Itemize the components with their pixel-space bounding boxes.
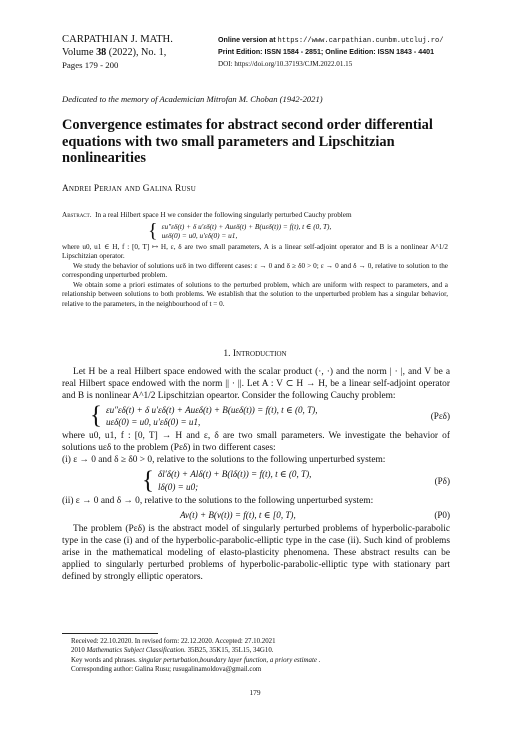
volume-line: Volume 38 (2022), No. 1, — [62, 47, 167, 58]
keywords: Key words and phrases. singular perturbation,boundary layer function, a priory estimate . — [71, 656, 321, 664]
introduction-body — [62, 366, 450, 583]
journal-header-right — [218, 35, 444, 70]
abstract-label: Abstract. — [62, 211, 92, 219]
abstract-where: where u0, u1 ∈ H, f : [0, T] ↦ H, ε, δ are two small parameters, A is a linear self-adjoint operator and B is a nonlinear A^1/2 Lipschitzian operator. — [62, 242, 448, 261]
paper-title: Convergence estimates for abstract second order differential equations with two small parameters and Lipschitzian nonlinearities — [62, 117, 433, 167]
doi-line[interactable]: DOI: https://doi.org/10.37193/CJM.2022.01.15 — [218, 59, 353, 68]
intro-paragraph-2: where u0, u1, f : [0, T] → H and ε, δ are two small parameters. We investigate the behavior of solutions uεδ to the problem (Pεδ) in two different cases: — [62, 431, 450, 454]
equation-p-delta-line-2: lδ(0) = u0; — [158, 481, 199, 492]
msc-classification: 2010 Mathematics Subject Classification. 35B25, 35K15, 35L15, 34G10. — [71, 647, 274, 655]
issn-line: Print Edition: ISSN 1584 - 2851; Online Edition: ISSN 1843 - 4401 — [218, 48, 435, 57]
equation-label-p-delta: (Pδ) — [434, 475, 450, 486]
equation-brace: { — [142, 466, 154, 494]
online-url[interactable]: https://www.carpathian.cunbm.utcluj.ro/ — [277, 37, 444, 45]
case-i: (i) ε → 0 and δ ≥ δ0 > 0, relative to the solutions to the following unperturbed system: — [62, 455, 386, 466]
volume-number: 38 — [96, 47, 107, 58]
page-number: 179 — [249, 688, 261, 697]
intro-paragraph-3: The problem (Pεδ) is the abstract model of singularly perturbed problems of hyperbolic-parabolic type in the case (i) and of the hyperbolic-parabolic-elliptic type in the case (ii). Such kind of problems arise in the mathematical modeling of elasto-plasticity phenomena. These abstract results can be applied to singularly perturbed problems of hyperbolic-parabolic-elliptic type with stationary part defined by strongly elliptic operators. — [62, 524, 450, 583]
equation-p-delta — [142, 468, 450, 492]
corresponding-author: Corresponding author: Galina Rusu; rusugalinamoldova@gmail.com — [71, 665, 262, 673]
abstract-equation-line-2: uεδ(0) = u0, u′εδ(0) = u1, — [161, 231, 238, 241]
equation-label-p-eps-delta: (Pεδ) — [430, 411, 450, 422]
equation-brace: { — [148, 220, 158, 243]
abstract-paragraph-2: We study the behavior of solutions uεδ in two different cases: ε → 0 and δ ≥ δ0 > 0; ε → 0 and δ → 0, relative to solution to the corresponding unperturbed problem. — [62, 261, 448, 280]
dedication: Dedicated to the memory of Academician Mitrofan M. Choban (1942-2021) — [62, 94, 323, 104]
footnote-rule — [62, 633, 158, 634]
equation-brace: { — [90, 402, 102, 430]
equation-p-eps-delta-line-1: εu″εδ(t) + δ u′εδ(t) + Auεδ(t) + B(uεδ(t)) = f(t), t ∈ (0, T), — [106, 405, 318, 415]
abstract-equation — [148, 222, 448, 241]
abstract — [62, 211, 448, 309]
abstract-equation-line-1: εu″εδ(t) + δ u′εδ(t) + Auεδ(t) + B(uεδ(t)) = f(t), t ∈ (0, T), — [161, 221, 332, 231]
author-list: Andrei Perjan and Galina Rusu — [62, 184, 197, 194]
section-heading-introduction: 1. Introduction — [223, 349, 287, 359]
intro-paragraph-1: Let H be a real Hilbert space endowed with the scalar product (·, ·) and the norm | · |, and V be a real Hilbert space endowed with the norm || · ||. Let A : V ⊂ H → H, be a linear self-adjoint operator and B is nonlinear A^1/2 Lipschitzian opeartor. Consider the following Cauchy problem: — [62, 367, 450, 401]
journal-name: CARPATHIAN J. MATH. — [62, 34, 173, 45]
online-version: Online version at https://www.carpathian.cunbm.utcluj.ro/ — [218, 36, 444, 45]
page-range: Pages 179 - 200 — [62, 60, 119, 70]
equation-p-delta-line-1: δl′δ(t) + Alδ(t) + B(lδ(t)) = f(t), t ∈ (0, T), — [158, 469, 312, 480]
equation-p-zero-line: Av(t) + B(v(t)) = f(t), t ∈ [0, T), — [180, 509, 296, 520]
received-dates: Received: 22.10.2020. In revised form: 22.12.2020. Accepted: 27.10.2021 — [71, 638, 276, 645]
footnotes — [62, 637, 450, 674]
equation-p-zero — [180, 509, 450, 521]
abstract-paragraph-3: We obtain some a priori estimates of solutions to the perturbed problem, which are uniform with respect to parameters, and a relationship between solutions to both problems. We establish that the solution to the unperturbed problem has a singular behavior, relative to the parameters, in the neighbourhood of t = 0. — [62, 280, 448, 308]
equation-label-p-zero: (P0) — [434, 509, 450, 520]
equation-p-eps-delta-line-2: uεδ(0) = u0, u′εδ(0) = u1, — [106, 417, 201, 428]
case-ii: (ii) ε → 0 and δ → 0, relative to the solutions to the following unperturbed system: — [62, 495, 374, 506]
abstract-intro: In a real Hilbert space H we consider the following singularly perturbed Cauchy problem — [95, 211, 352, 219]
journal-header-left — [62, 33, 173, 72]
equation-p-eps-delta — [90, 404, 450, 428]
